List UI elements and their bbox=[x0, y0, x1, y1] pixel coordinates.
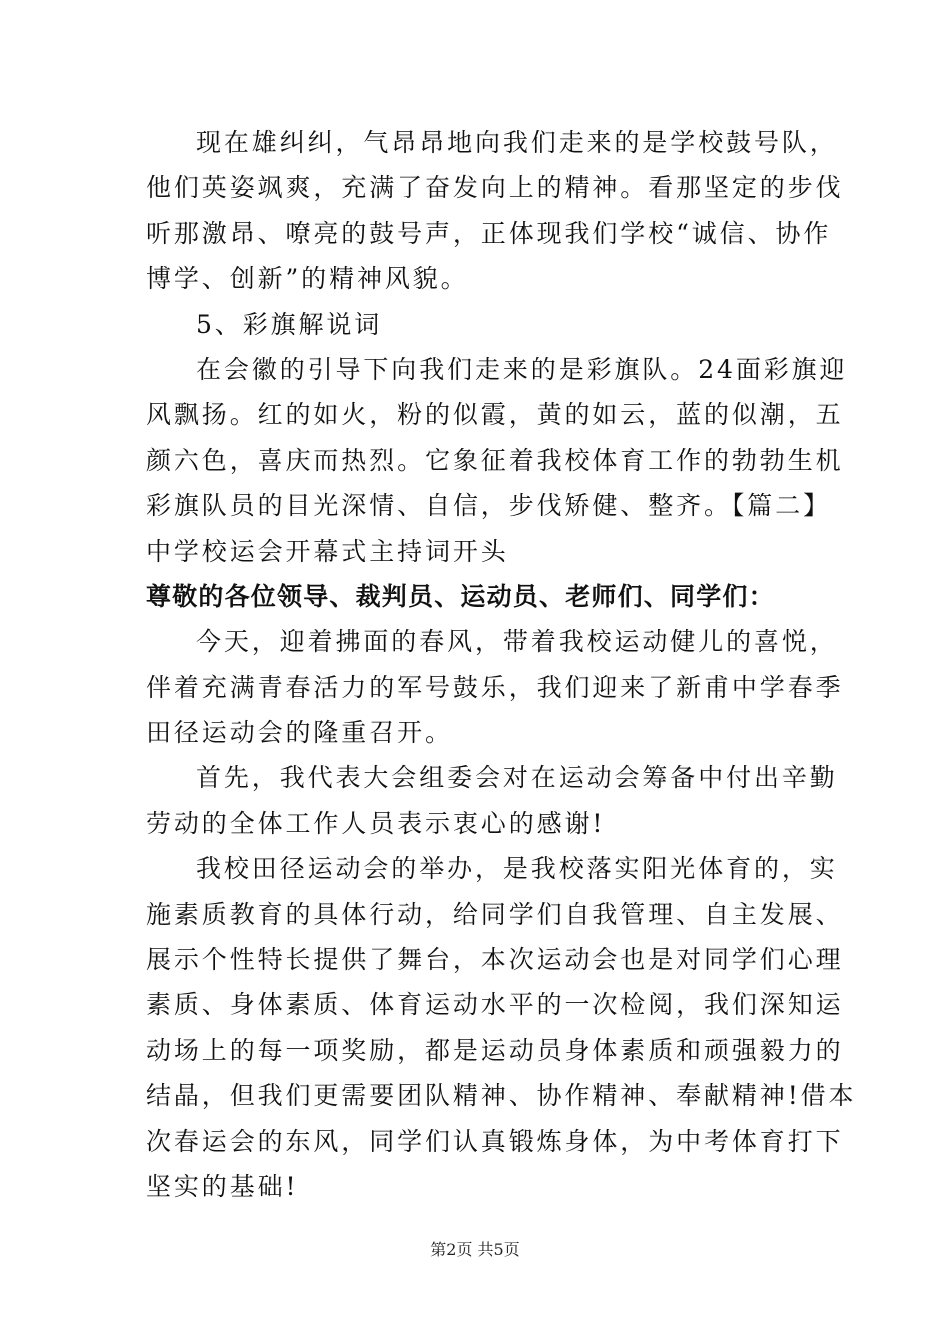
paragraph-line: 坚实的基础! bbox=[146, 1172, 299, 1201]
paragraph-line: 博学、创新”的精神风貌。 bbox=[146, 264, 469, 293]
paragraph-line: 施素质教育的具体行动，给同学们自我管理、自主发展、 bbox=[146, 900, 844, 929]
paragraph-line: 田径运动会的隆重召开。 bbox=[146, 718, 453, 747]
paragraph-line: 首先，我代表大会组委会对在运动会筹备中付出辛勤 bbox=[196, 763, 838, 792]
paragraph-line: 展示个性特长提供了舞台，本次运动会也是对同学们心理 bbox=[146, 945, 844, 974]
paragraph-line: 伴着充满青春活力的军号鼓乐，我们迎来了新甫中学春季 bbox=[146, 673, 844, 702]
paragraph-line: 结晶，但我们更需要团队精神、协作精神、奉献精神!借本 bbox=[146, 1081, 857, 1110]
paragraph-line: 次春运会的东风，同学们认真锻炼身体，为中考体育打下 bbox=[146, 1127, 844, 1156]
paragraph-line: 劳动的全体工作人员表示衷心的感谢! bbox=[146, 809, 606, 838]
section-heading: 5、彩旗解说词 bbox=[196, 310, 383, 339]
paragraph-line: 彩旗队员的目光深情、自信，步伐矫健、整齐。【篇二】 bbox=[146, 491, 832, 520]
section-title: 中学校运会开幕式主持词开头 bbox=[146, 537, 509, 566]
paragraph-line: 他们英姿飒爽，充满了奋发向上的精神。看那坚定的步伐 bbox=[146, 173, 844, 202]
paragraph-line: 听那激昂、嘹亮的鼓号声，正体现我们学校“诚信、协作 bbox=[146, 219, 832, 248]
paragraph-line: 现在雄纠纠，气昂昂地向我们走来的是学校鼓号队， bbox=[196, 128, 838, 157]
salutation: 尊敬的各位领导、裁判员、运动员、老师们、同学们： bbox=[146, 582, 775, 611]
page-number-footer: 第2页 共5页 bbox=[430, 1240, 520, 1259]
paragraph-line: 颜六色，喜庆而热烈。它象征着我校体育工作的勃勃生机 bbox=[146, 446, 844, 475]
paragraph-line: 风飘扬。红的如火，粉的似霞，黄的如云，蓝的似潮，五 bbox=[146, 400, 844, 429]
paragraph-line: 今天，迎着拂面的春风，带着我校运动健儿的喜悦， bbox=[196, 627, 838, 656]
paragraph-line: 动场上的每一项奖励，都是运动员身体素质和顽强毅力的 bbox=[146, 1036, 844, 1065]
paragraph-line: 素质、身体素质、体育运动水平的一次检阅，我们深知运 bbox=[146, 990, 844, 1019]
paragraph-line: 在会徽的引导下向我们走来的是彩旗队。24面彩旗迎 bbox=[196, 355, 848, 384]
paragraph-line: 我校田径运动会的举办，是我校落实阳光体育的，实 bbox=[196, 854, 838, 883]
